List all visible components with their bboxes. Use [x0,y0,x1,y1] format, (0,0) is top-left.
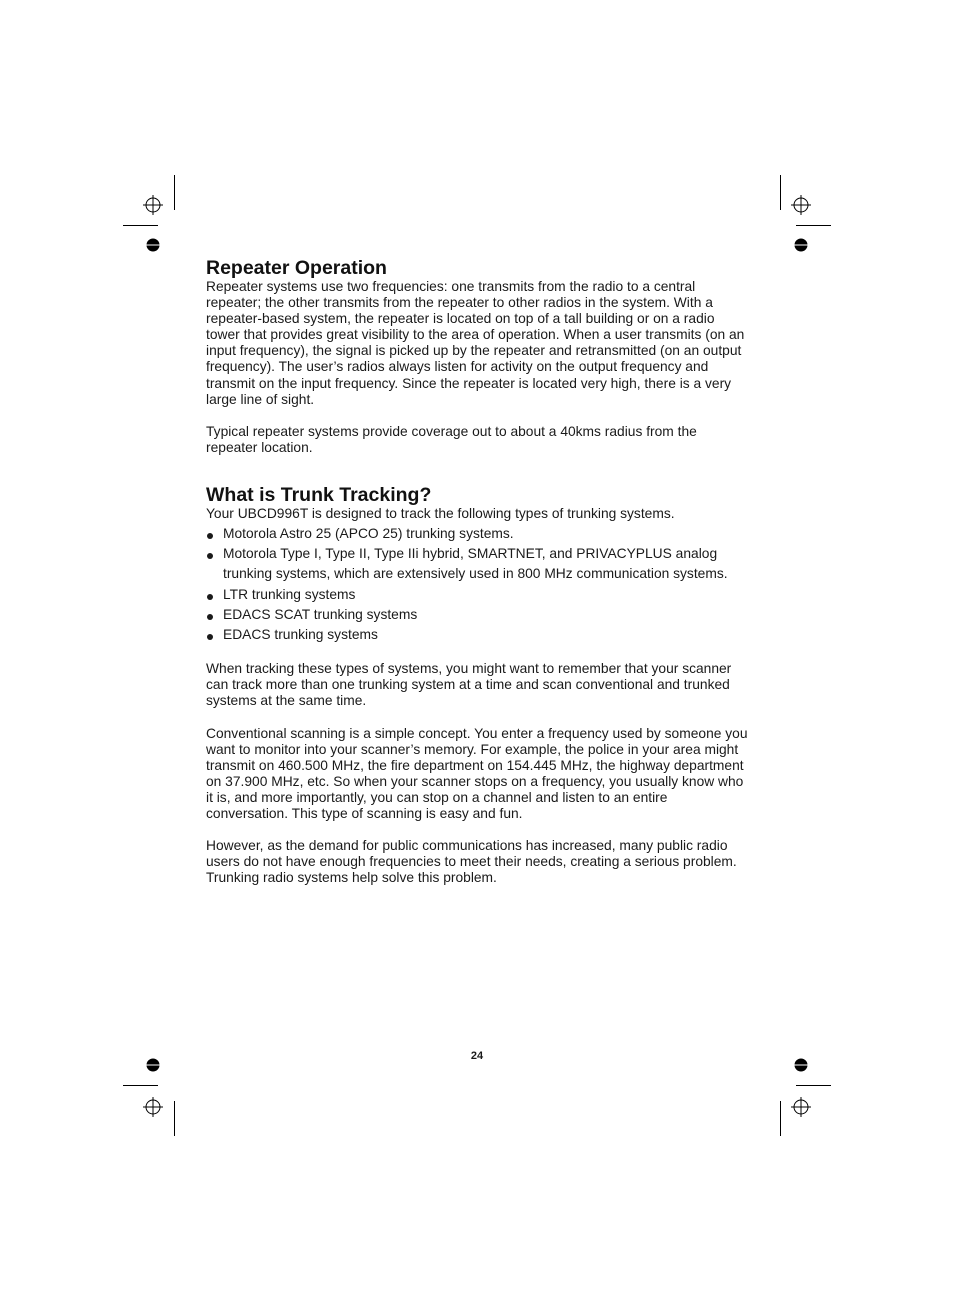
section-trunk-tracking [206,484,751,886]
page-content [206,257,751,886]
registration-mark-bottom-left [123,1086,175,1137]
registration-mark-top-right [781,175,832,226]
list-item: EDACS SCAT trunking systems [206,605,751,625]
bullet-list [206,524,751,645]
section-repeater-operation [206,257,751,456]
list-item: Motorola Type I, Type II, Type IIi hybrid, SMARTNET, and PRIVACYPLUS analog trunking systems, which are extensively used in 800 MHz communication systems. [206,544,751,584]
registration-mark-top-left [123,175,175,226]
paragraph: Your UBCD996T is designed to track the following types of trunking systems. [206,505,675,521]
paragraph: Typical repeater systems provide coverage out to about a 40kms radius from the repeater location. [206,423,697,455]
list-item: Motorola Astro 25 (APCO 25) trunking systems. [206,524,751,544]
page-number: 24 [470,1050,484,1062]
list-item: LTR trunking systems [206,585,751,605]
paragraph: Repeater systems use two frequencies: one transmits from the radio to a central repeater; the other transmits from the repeater to other radios in the system. With a repeater-based system, the repeater is located on top of a tall building or on a radio tower that provides great visibility to the area of operation. When a user transmits (on an input frequency), the signal is picked up by the repeater and retransmitted (on an output frequency). The user’s radios always listen for activity on the output frequency and transmit on the input frequency. Since the repeater is located very high, there is a very large line of sight. [206,279,745,407]
paragraph: However, as the demand for public communications has increased, many public radio users do not have enough frequencies to meet their needs, creating a serious problem. Trunking radio systems help solve this problem. [206,838,737,886]
registration-mark-bottom-right [781,1086,832,1137]
section-heading: What is Trunk Tracking? [206,483,432,506]
paragraph: When tracking these types of systems, you might want to remember that your scanner can track more than one trunking system at a time and scan conventional and trunked systems at the same time. [206,661,732,709]
list-item: EDACS trunking systems [206,625,751,645]
paragraph: Conventional scanning is a simple concept. You enter a frequency used by someone you want to monitor into your scanner’s memory. For example, the police in your area might transmit on 460.500 MHz, the fire department on 154.445 MHz, the highway department on 37.900 MHz, etc. So when your scanner stops on a frequency, you usually know who it is, and more importantly, you can stop on a channel and listen to an entire conversation. This type of scanning is easy and fun. [206,725,748,821]
section-heading: Repeater Operation [206,257,387,279]
